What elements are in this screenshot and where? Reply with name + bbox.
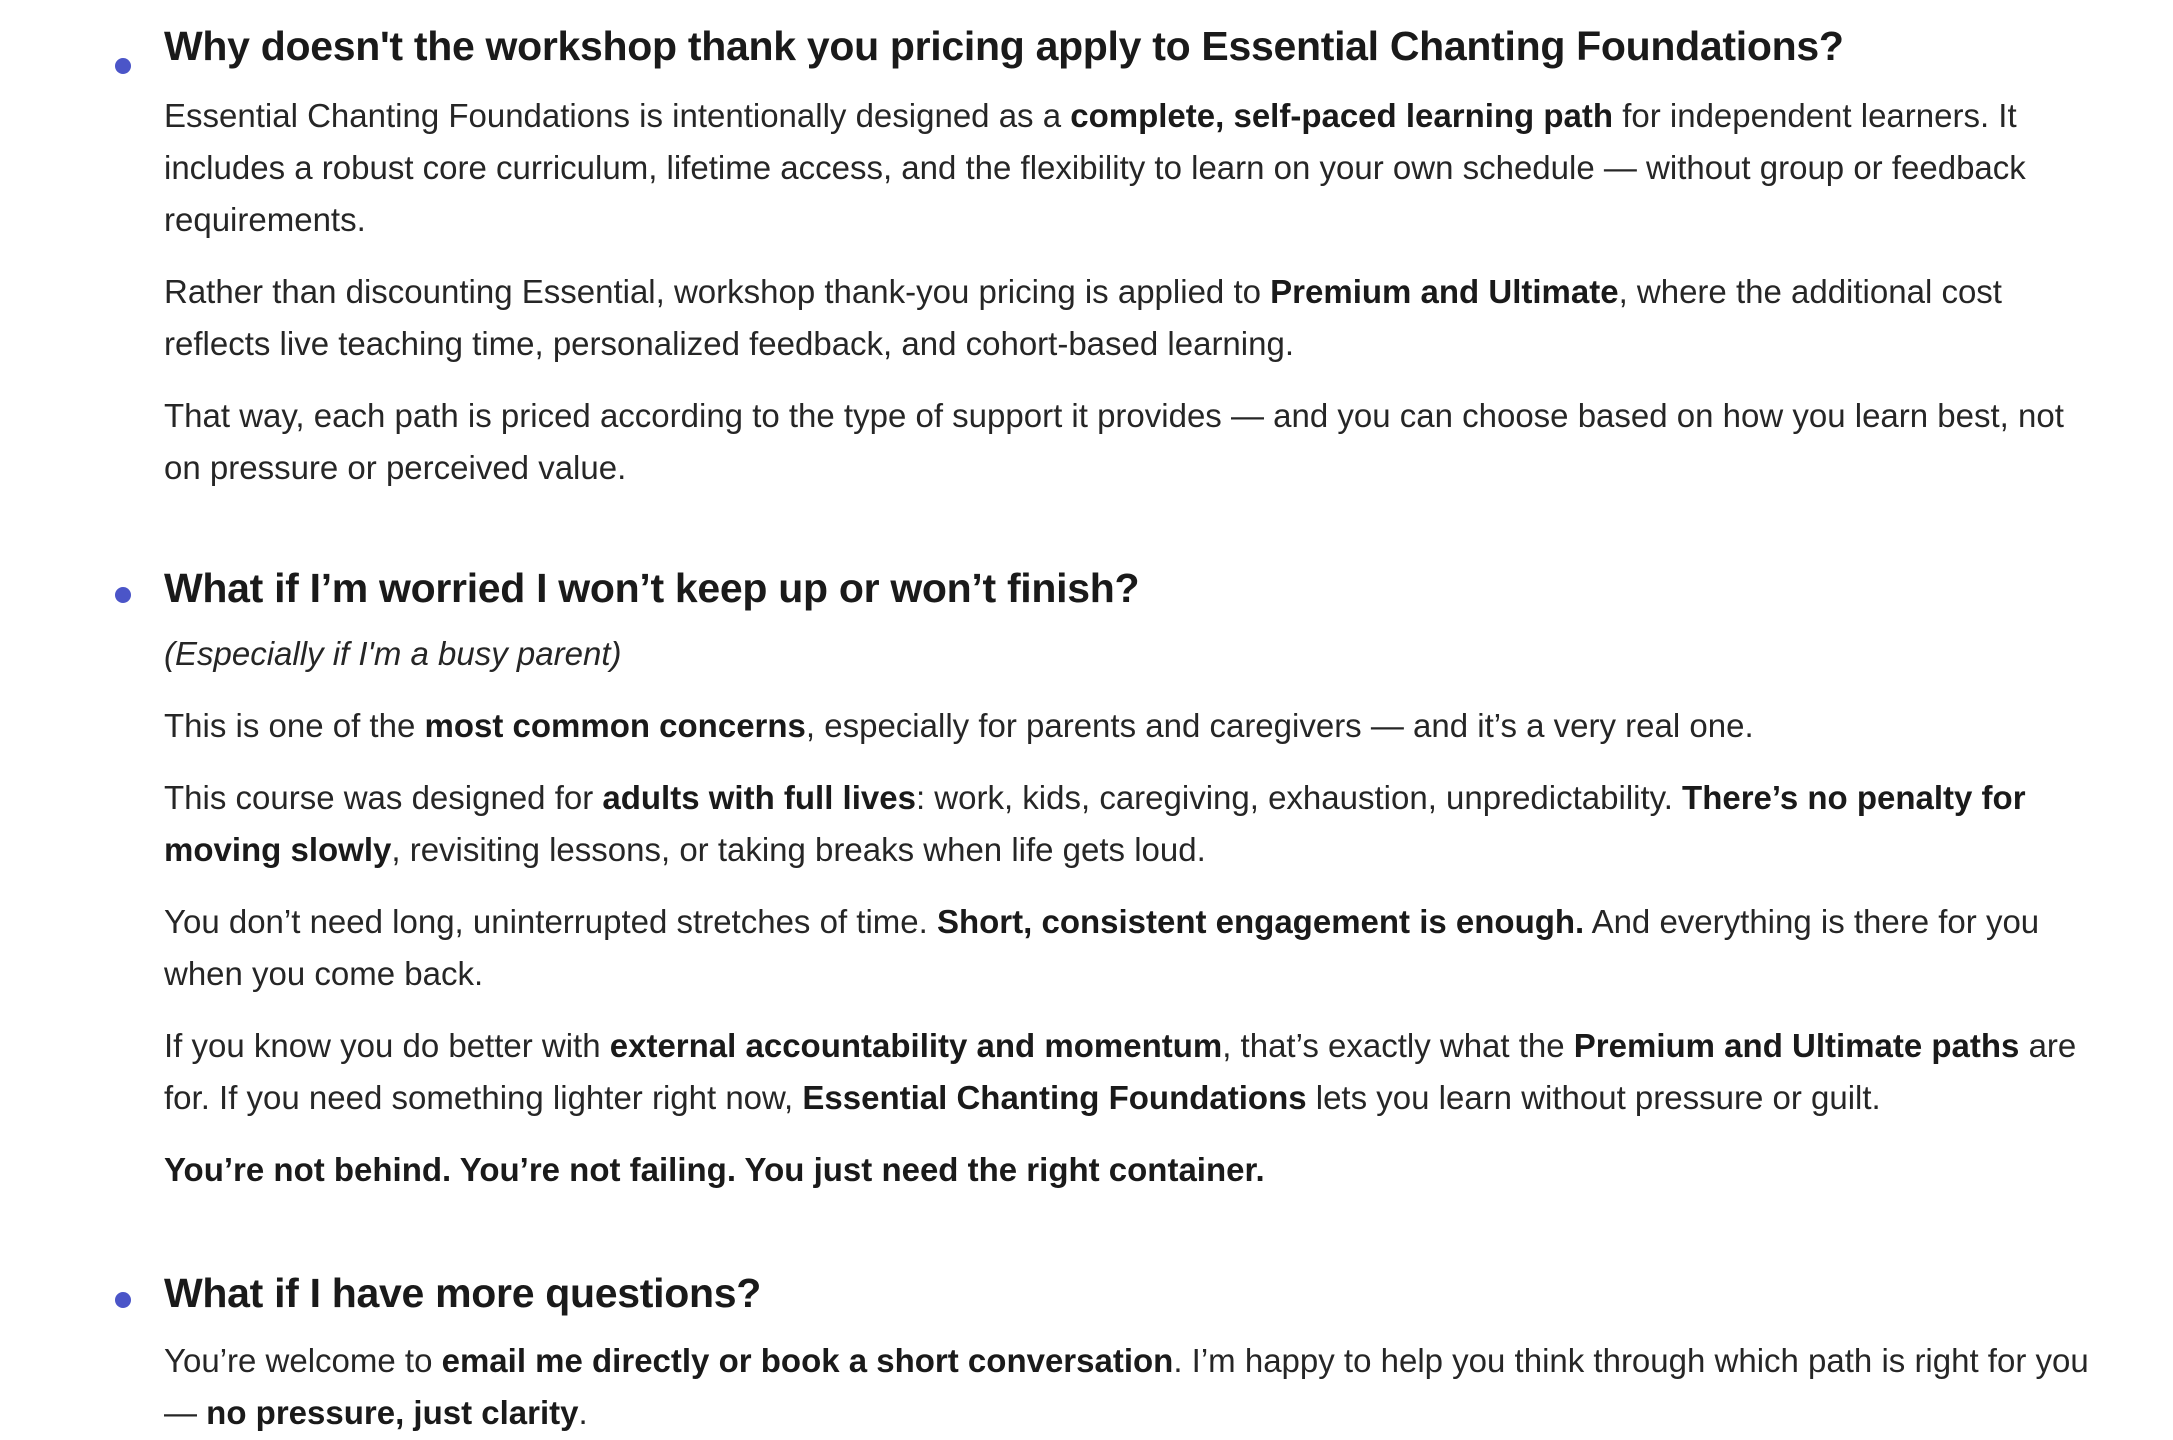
text-run: , revisiting lessons, or taking breaks when life gets loud. [391, 831, 1206, 868]
bold-text-run: most common concerns [424, 707, 806, 744]
text-run: . [578, 1394, 588, 1431]
text-run: . I’m happy to help you think through which path is right for you — [164, 1342, 2089, 1431]
bullet-icon [115, 1292, 131, 1308]
faq-paragraph [164, 896, 2103, 1000]
text-run: And everything is there for you when you come back. [164, 903, 2040, 992]
faq-paragraph [164, 1144, 2103, 1196]
faq-paragraph [164, 700, 2103, 752]
bold-text-run: Short, consistent engagement is enough. [936, 903, 1585, 940]
bullet-icon [115, 58, 131, 74]
text-run: This is one of the [164, 707, 425, 744]
faq-paragraph [164, 390, 2103, 494]
bold-text-run: Premium and Ultimate paths [1573, 1027, 2020, 1064]
faq-paragraph [164, 772, 2103, 876]
bold-text-run: Premium and Ultimate [1270, 273, 1619, 310]
faq-item [0, 562, 2173, 1216]
bold-text-run: no pressure, just clarity [206, 1394, 579, 1431]
text-run: lets you learn without pressure or guilt. [1306, 1079, 1881, 1116]
text-run: You’re welcome to [164, 1342, 442, 1379]
text-run: Essential Chanting Foundations is intentionally designed as a [164, 97, 1071, 134]
faq-question: What if I’m worried I won’t keep up or won’t finish? [164, 565, 1140, 611]
faq-paragraph [164, 1020, 2103, 1124]
bold-text-run: external accountability and momentum [609, 1027, 1223, 1064]
faq-paragraph [164, 90, 2103, 246]
bold-text-run: Essential Chanting Foundations [802, 1079, 1307, 1116]
bold-text-run: There’s no penalty for moving slowly [164, 779, 2026, 868]
text-run: This course was designed for [164, 779, 603, 816]
text-run: If you know you do better with [164, 1027, 610, 1064]
text-run: are for. If you need something lighter right now, [164, 1027, 2077, 1116]
faq-item [0, 1267, 2173, 1439]
text-run: , that’s exactly what the [1222, 1027, 1574, 1064]
bold-text-run: complete, self-paced learning path [1070, 97, 1614, 134]
faq-paragraph [164, 1335, 2103, 1439]
text-run: Rather than discounting Essential, workshop thank-you pricing is applied to [164, 273, 1271, 310]
faq-item [0, 20, 2173, 514]
bold-text-run: email me directly or book a short conversation [441, 1342, 1174, 1379]
faq-question: What if I have more questions? [164, 1270, 761, 1316]
text-run: That way, each path is priced according to the type of support it provides — and you can choose based on how you learn best, not on pressure or perceived value. [164, 397, 2064, 486]
text-run: , especially for parents and caregivers — and it’s a very real one. [805, 707, 1754, 744]
bullet-icon [115, 587, 131, 603]
text-run: You don’t need long, uninterrupted stretches of time. [164, 903, 937, 940]
bold-text-run: You’re not behind. You’re not failing. You just need the right container. [164, 1151, 1265, 1188]
text-run: : work, kids, caregiving, exhaustion, unpredictability. [915, 779, 1683, 816]
faq-paragraph [164, 266, 2103, 370]
text-run: for independent learners. It includes a robust core curriculum, lifetime access, and the flexibility to learn on your own schedule — without group or feedback requirements. [164, 97, 2026, 238]
faq-question: Why doesn't the workshop thank you pricing apply to Essential Chanting Foundations? [164, 23, 1844, 69]
text-run: , where the additional cost reflects live teaching time, personalized feedback, and cohort-based learning. [164, 273, 2002, 362]
bold-text-run: adults with full lives [602, 779, 916, 816]
faq-subtitle: (Especially if I'm a busy parent) [164, 635, 622, 672]
